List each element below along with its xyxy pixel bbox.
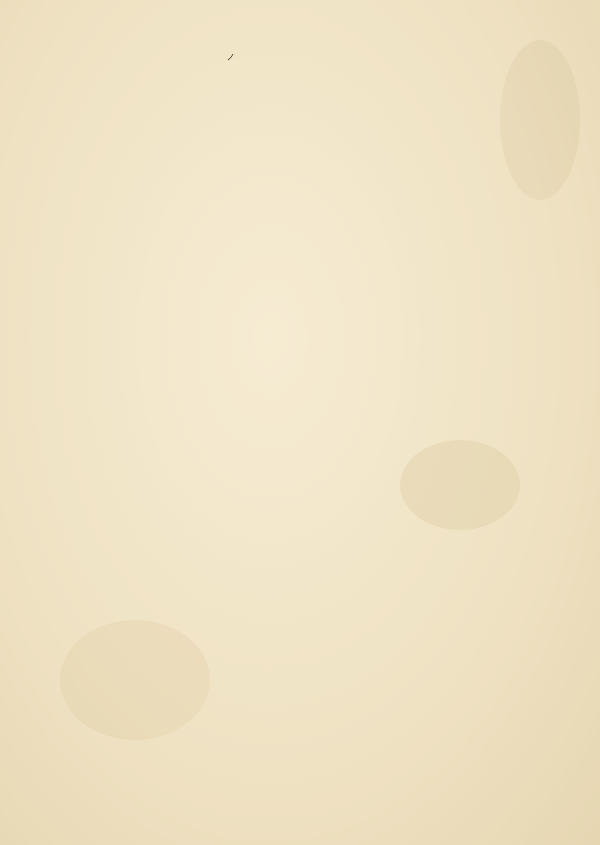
paper-stain — [400, 440, 520, 530]
paper-stain — [60, 620, 210, 740]
left-column — [57, 56, 275, 66]
paper-stain — [500, 40, 580, 200]
